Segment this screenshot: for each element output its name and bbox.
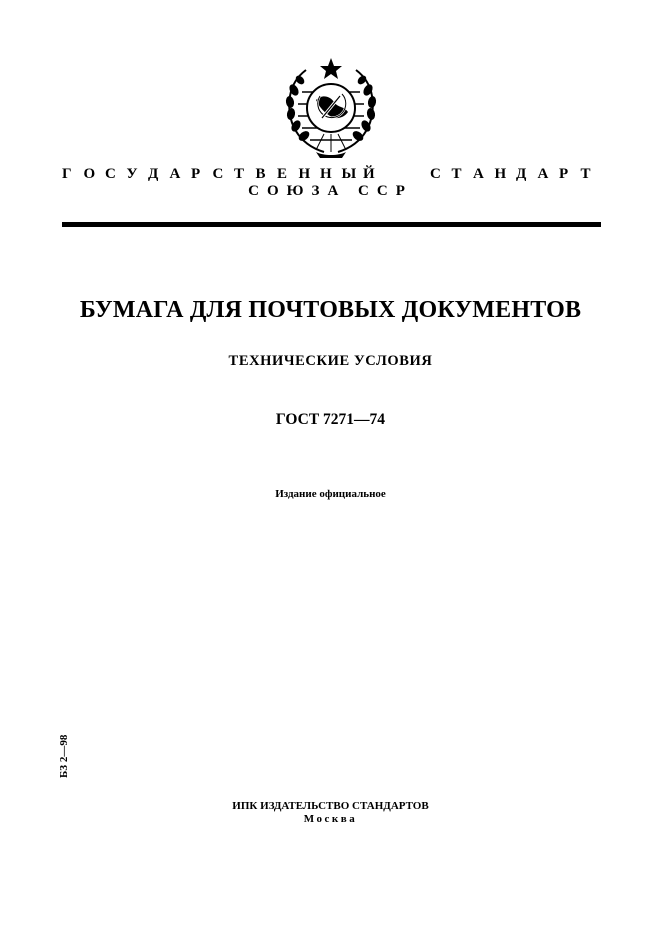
standard-header-line2: СОЮЗА ССР xyxy=(248,183,413,199)
standard-number: ГОСТ 7271—74 xyxy=(275,411,386,428)
publisher: ИПК ИЗДАТЕЛЬСТВО СТАНДАРТОВ xyxy=(232,800,429,812)
side-code: БЗ 2—98 xyxy=(58,734,70,778)
document-subtitle: ТЕХНИЧЕСКИЕ УСЛОВИЯ xyxy=(228,353,433,369)
header-divider xyxy=(62,222,601,227)
header-word-state: Г О С У Д А Р С Т В Е Н Н Ы Й xyxy=(62,166,375,182)
publisher-city: Москва xyxy=(303,813,358,825)
standard-header-line1 xyxy=(62,166,602,183)
header-word-standard: С Т А Н Д А Р Т xyxy=(430,166,591,182)
document-title: БУМАГА ДЛЯ ПОЧТОВЫХ ДОКУМЕНТОВ xyxy=(79,297,582,323)
ussr-state-emblem-icon xyxy=(280,56,382,160)
edition-note: Издание официальное xyxy=(275,488,386,500)
